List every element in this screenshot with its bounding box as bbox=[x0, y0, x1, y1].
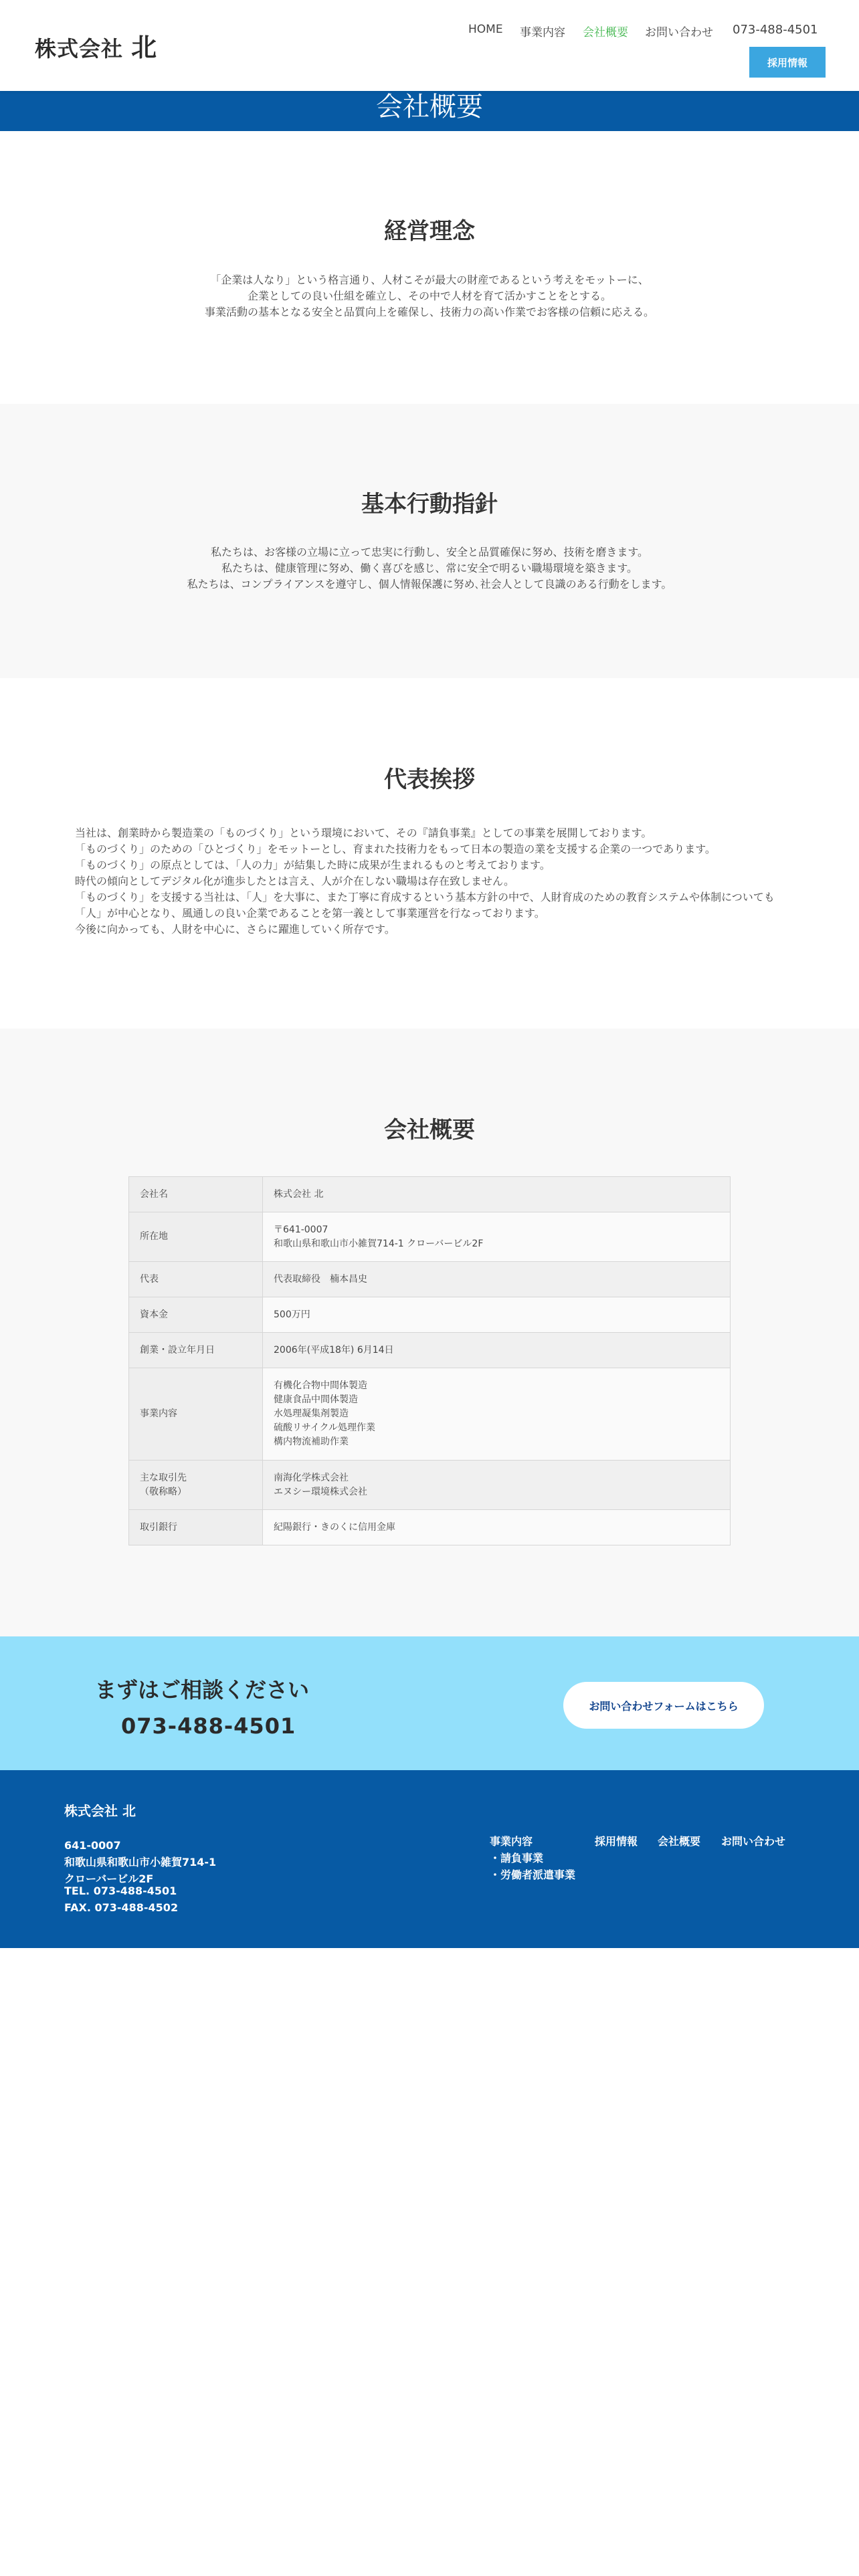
philosophy-line: 企業としての良い仕組を確立し、その中で人材を育て活かすことをとする。 bbox=[247, 290, 611, 302]
logo-prefix: 株式会社 bbox=[35, 36, 124, 62]
nav-phone[interactable]: 073-488-4501 bbox=[733, 23, 818, 37]
table-row bbox=[129, 1177, 731, 1212]
table-label: 事業内容 bbox=[129, 1368, 263, 1461]
guidelines-text bbox=[0, 544, 859, 593]
table-row bbox=[129, 1212, 731, 1262]
footer-company-name: 株式会社 北 bbox=[64, 1803, 136, 1819]
table-label: 資本金 bbox=[129, 1297, 263, 1333]
philosophy-text bbox=[0, 272, 859, 320]
greeting-section bbox=[0, 678, 859, 1029]
footer-fax: FAX. 073-488-4502 bbox=[64, 1901, 179, 1914]
nav-company[interactable]: 会社概要 bbox=[583, 26, 628, 39]
greeting-line: 今後に向かっても、人財を中心に、さらに躍進していく所存です。 bbox=[75, 923, 395, 936]
table-value: 有機化合物中間体製造 健康食品中間体製造 水処理凝集剤製造 硫酸リサイクル処理作業 構内物流補助作業 bbox=[263, 1368, 731, 1461]
table-label: 会社名 bbox=[129, 1177, 263, 1212]
philosophy-title: 経営理念 bbox=[384, 218, 475, 245]
table-row bbox=[129, 1461, 731, 1510]
footer-nav-contract[interactable]: ・請負事業 bbox=[490, 1852, 544, 1864]
table-value: 南海化学株式会社 エヌシー環境株式会社 bbox=[263, 1461, 731, 1510]
table-row bbox=[129, 1333, 731, 1368]
table-value: 株式会社 北 bbox=[263, 1177, 731, 1212]
footer-nav-business[interactable]: 事業内容 bbox=[490, 1835, 533, 1848]
greeting-text bbox=[75, 825, 784, 938]
table-row bbox=[129, 1262, 731, 1297]
recruit-button[interactable]: 採用情報 bbox=[749, 47, 826, 78]
guidelines-section bbox=[0, 404, 859, 678]
footer-nav-recruit[interactable]: 採用情報 bbox=[595, 1835, 638, 1848]
guidelines-line: 私たちは、健康管理に努め、働く喜びを感じ、常に安全で明るい職場環境を築きます。 bbox=[221, 562, 638, 574]
greeting-line: 「人」が中心となり、風通しの良い企業であることを第一義として事業運営を行なっております。 bbox=[75, 907, 545, 920]
table-row bbox=[129, 1297, 731, 1333]
nav-business[interactable]: 事業内容 bbox=[520, 26, 565, 39]
philosophy-line: 「企業は人なり」という格言通り、人材こそが最大の財産であるという考えをモットーに、 bbox=[210, 274, 649, 286]
table-value: 500万円 bbox=[263, 1297, 731, 1333]
greeting-line: 「ものづくり」のための「ひとづくり」をモットーとし、育まれた技術力をもって日本の製造の業を支援する企業の一つであります。 bbox=[75, 843, 716, 855]
logo-name: 北 bbox=[131, 33, 158, 62]
contact-cta bbox=[0, 1636, 859, 1770]
nav-contact[interactable]: お問い合わせ bbox=[645, 26, 713, 39]
cta-title: まずはご相談ください bbox=[95, 1677, 310, 1703]
footer-address-line: 和歌山県和歌山市小雑賀714-1 bbox=[64, 1856, 217, 1868]
footer-nav-company[interactable]: 会社概要 bbox=[658, 1835, 701, 1848]
contact-form-button[interactable]: お問い合わせフォームはこちら bbox=[563, 1682, 764, 1729]
cta-phone[interactable]: 073-488-4501 bbox=[121, 1713, 296, 1739]
greeting-line: 当社は、創業時から製造業の「ものづくり」という環境において、その『請負事業』としての事業を展開しております。 bbox=[75, 827, 652, 839]
table-label: 代表 bbox=[129, 1262, 263, 1297]
table-value: 代表取締役 楠本昌史 bbox=[263, 1262, 731, 1297]
table-label: 創業・設立年月日 bbox=[129, 1333, 263, 1368]
nav-home[interactable]: HOME bbox=[468, 23, 503, 36]
page-title: 会社概要 bbox=[376, 92, 483, 122]
footer-nav-dispatch[interactable]: ・労働者派遣事業 bbox=[490, 1868, 576, 1881]
table-label: 所在地 bbox=[129, 1212, 263, 1262]
main-nav bbox=[0, 23, 859, 43]
footer-nav-contact[interactable]: お問い合わせ bbox=[721, 1835, 786, 1848]
company-title: 会社概要 bbox=[384, 1117, 475, 1144]
guidelines-line: 私たちは、お客様の立場に立って忠実に行動し、安全と品質確保に努め、技術を磨きます。 bbox=[210, 546, 649, 558]
greeting-line: 「ものづくり」を支援する当社は、「人」を大事に、また丁寧に育成するという基本方針の中で、人財育成のための教育システムや体制についても bbox=[75, 891, 775, 903]
site-header bbox=[0, 0, 859, 91]
table-row bbox=[129, 1510, 731, 1545]
philosophy-section bbox=[0, 131, 859, 404]
table-value: 〒641-0007 和歌山県和歌山市小雑賀714-1 クローバービル2F bbox=[263, 1212, 731, 1262]
greeting-line: 「ものづくり」の原点としては、「人の力」が結集した時に成果が生まれるものと考えております。 bbox=[75, 859, 551, 871]
greeting-line: 時代の傾向としてデジタル化が進歩したとは言え、人が介在しない職場は存在致しません。 bbox=[75, 875, 514, 887]
table-value: 2006年(平成18年) 6月14日 bbox=[263, 1333, 731, 1368]
site-footer bbox=[0, 1770, 859, 1948]
table-label: 主な取引先 （敬称略） bbox=[129, 1461, 263, 1510]
footer-address bbox=[64, 1837, 216, 1887]
footer-address-line: 641-0007 bbox=[64, 1839, 121, 1852]
footer-address-line: クローバービル2F bbox=[64, 1872, 154, 1885]
table-label: 取引銀行 bbox=[129, 1510, 263, 1545]
table-value: 紀陽銀行・きのくに信用金庫 bbox=[263, 1510, 731, 1545]
philosophy-line: 事業活動の基本となる安全と品質向上を確保し、技術力の高い作業でお客様の信頼に応える。 bbox=[204, 306, 654, 318]
footer-contact bbox=[64, 1883, 178, 1916]
table-row bbox=[129, 1368, 731, 1461]
footer-tel: TEL. 073-488-4501 bbox=[64, 1885, 177, 1897]
guidelines-title: 基本行動指針 bbox=[361, 491, 498, 518]
guidelines-line: 私たちは、コンプライアンスを遵守し、個人情報保護に努め､社会人として良識のある行動をします。 bbox=[187, 578, 672, 591]
greeting-title: 代表挨拶 bbox=[384, 766, 475, 793]
company-info-table bbox=[128, 1176, 731, 1545]
